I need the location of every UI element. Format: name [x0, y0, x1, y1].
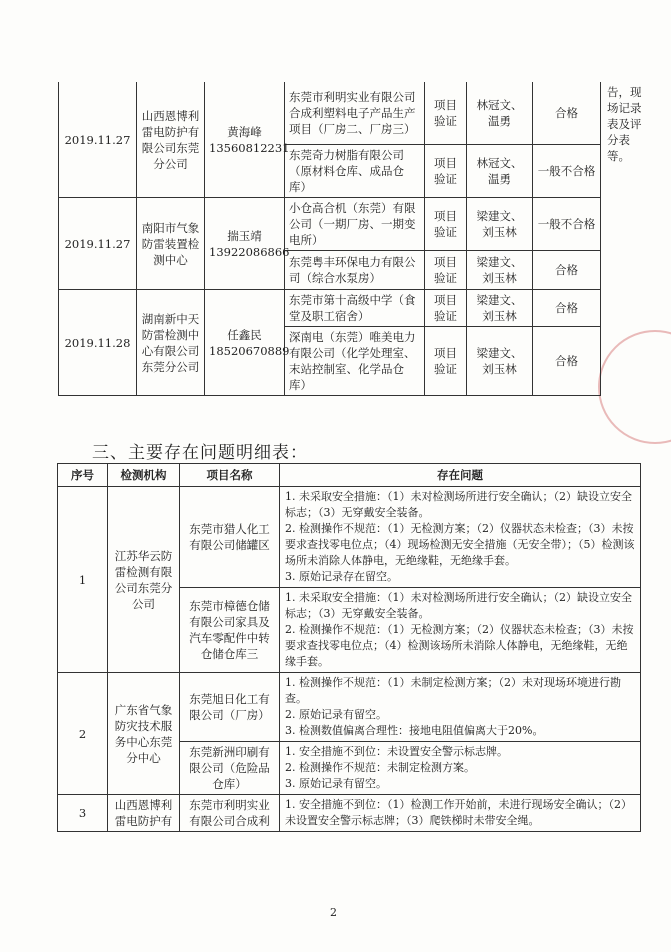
inspection-type: 项目验证	[425, 198, 467, 251]
table-row	[58, 487, 641, 588]
issue-item: 2. 检测操作不规范：未制定检测方案。	[285, 761, 475, 774]
issue-list	[280, 487, 641, 588]
inspectors: 梁建文、刘玉林	[467, 327, 533, 396]
issue-item: 3. 原始记录有留空。	[285, 777, 387, 790]
issue-list	[280, 795, 641, 832]
issue-item: 1. 安全措施不到位：未设置安全警示标志牌。	[285, 745, 508, 758]
inspectors: 梁建文、刘玉林	[467, 251, 533, 290]
inspectors: 林冠文、温勇	[467, 145, 533, 198]
issue-item: 1. 未采取安全措施：（1）未对检测场所进行安全确认；（2）缺设立安全标志；（3）无穿戴安全装备。	[285, 591, 632, 620]
issue-item: 1. 安全措施不到位：（1）检测工作开始前，未进行现场安全确认；（2）未设置安全警示标志牌；（3）爬铁梯时未带安全绳。	[285, 798, 632, 827]
header-project: 项目名称	[180, 464, 280, 487]
issue-list	[280, 673, 641, 742]
inspection-org: 山西恩博利雷电防护有限公司东莞分公司	[137, 82, 205, 198]
result: 合格	[533, 82, 601, 145]
table-row	[59, 290, 649, 327]
project-name: 东莞奇力树脂有限公司（原材料仓库、成品仓库）	[285, 145, 425, 198]
table-row	[59, 82, 649, 145]
contact-name: 黄海峰	[227, 124, 262, 139]
contact-phone: 13560812231	[209, 140, 290, 155]
inspection-type: 项目验证	[425, 145, 467, 198]
result: 合格	[533, 327, 601, 396]
inspection-schedule-table	[58, 82, 649, 396]
result: 一般不合格	[533, 198, 601, 251]
table-row	[58, 795, 641, 832]
remarks-note: 告，现场记录表及评分表等。	[607, 85, 642, 163]
inspection-type: 项目验证	[425, 290, 467, 327]
inspection-type: 项目验证	[425, 327, 467, 396]
issue-item: 3. 检测数值偏离合理性：接地电阻值偏离大于20%。	[285, 724, 544, 737]
row-number: 1	[58, 487, 108, 673]
project-name: 东莞市利明实业有限公司合成利	[180, 795, 280, 832]
project-name: 深南电（东莞）唯美电力有限公司（化学处理室、末站控制室、化学品仓库）	[285, 327, 425, 396]
contact-name: 任鑫民	[227, 327, 262, 342]
project-name: 东莞粤丰环保电力有限公司（综合水泵房）	[285, 251, 425, 290]
table-header-row	[58, 464, 641, 487]
project-name: 东莞市第十高级中学（食堂及职工宿舍）	[285, 290, 425, 327]
inspectors: 林冠文、温勇	[467, 82, 533, 145]
inspection-org: 南阳市气象防雷装置检测中心	[137, 198, 205, 290]
issue-item: 2. 检测操作不规范：（1）无检测方案；（2）仪器状态未检查；（3）未按要求查找零电位点；（4）现场检测无安全措施（无安全带）；（5）检测该场所未消除人体静电，无绝缘鞋，无绝缘手套。	[285, 522, 635, 567]
section-title: 三、主要存在问题明细表：	[92, 443, 308, 463]
issue-item: 1. 未采取安全措施：（1）未对检测场所进行安全确认；（2）缺设立安全标志；（3）无穿戴安全装备。	[285, 490, 632, 519]
header-no: 序号	[58, 464, 108, 487]
row-number: 2	[58, 673, 108, 795]
row-number: 3	[58, 795, 108, 832]
org-name: 江苏华云防雷检测有限公司东莞分公司	[108, 487, 180, 673]
result: 合格	[533, 290, 601, 327]
contact-person	[205, 82, 290, 198]
inspection-type: 项目验证	[425, 251, 467, 290]
project-name: 东莞市利明实业有限公司合成利塑料电子产品生产项目（厂房二、厂房三）	[285, 82, 425, 145]
contact-phone: 13922086866	[209, 244, 290, 259]
issue-list	[280, 588, 641, 673]
issue-list	[280, 742, 641, 795]
org-name: 山西恩博利雷电防护有	[108, 795, 180, 832]
org-name: 广东省气象防灾技术服务中心东莞分中心	[108, 673, 180, 795]
inspection-date: 2019.11.27	[59, 82, 137, 198]
project-name: 东莞新洲印刷有限公司（危险品仓库）	[180, 742, 280, 795]
table-row	[58, 673, 641, 742]
issue-item: 2. 检测操作不规范：（1）无检测方案；（2）仪器状态未检查；（3）未按要求查找零电位点；（4）检测该场所未消除人体静电，无绝缘鞋，无绝缘手套。	[285, 623, 634, 668]
inspection-type: 项目验证	[425, 82, 467, 145]
result: 一般不合格	[533, 145, 601, 198]
contact-person	[205, 198, 290, 290]
result: 合格	[533, 251, 601, 290]
issues-detail-table	[57, 463, 641, 832]
issue-item: 2. 原始记录有留空。	[285, 708, 387, 721]
project-name: 东莞市猎人化工有限公司储罐区	[180, 487, 280, 588]
inspection-date: 2019.11.27	[59, 198, 137, 290]
project-name: 小仓高合机（东莞）有限公司（一期厂房、一期变电所）	[285, 198, 425, 251]
inspection-org: 湖南新中天防雷检测中心有限公司东莞分公司	[137, 290, 205, 396]
inspectors: 梁建文、刘玉林	[467, 290, 533, 327]
inspectors: 梁建文、刘玉林	[467, 198, 533, 251]
table-row	[59, 198, 649, 251]
inspection-date: 2019.11.28	[59, 290, 137, 396]
page-number: 2	[330, 906, 337, 919]
header-org: 检测机构	[108, 464, 180, 487]
issue-item: 3. 原始记录存在留空。	[285, 570, 398, 583]
issue-item: 1. 检测操作不规范：（1）未制定检测方案；（2）未对现场环境进行勘查。	[285, 676, 621, 705]
project-name: 东莞市樟德仓储有限公司家具及汽车零配件中转仓储仓库三	[180, 588, 280, 673]
contact-phone: 18520670889	[209, 343, 290, 358]
header-issue: 存在问题	[280, 464, 641, 487]
contact-person	[205, 290, 290, 396]
project-name: 东莞旭日化工有限公司（厂房）	[180, 673, 280, 742]
contact-name: 揣玉靖	[227, 228, 262, 243]
